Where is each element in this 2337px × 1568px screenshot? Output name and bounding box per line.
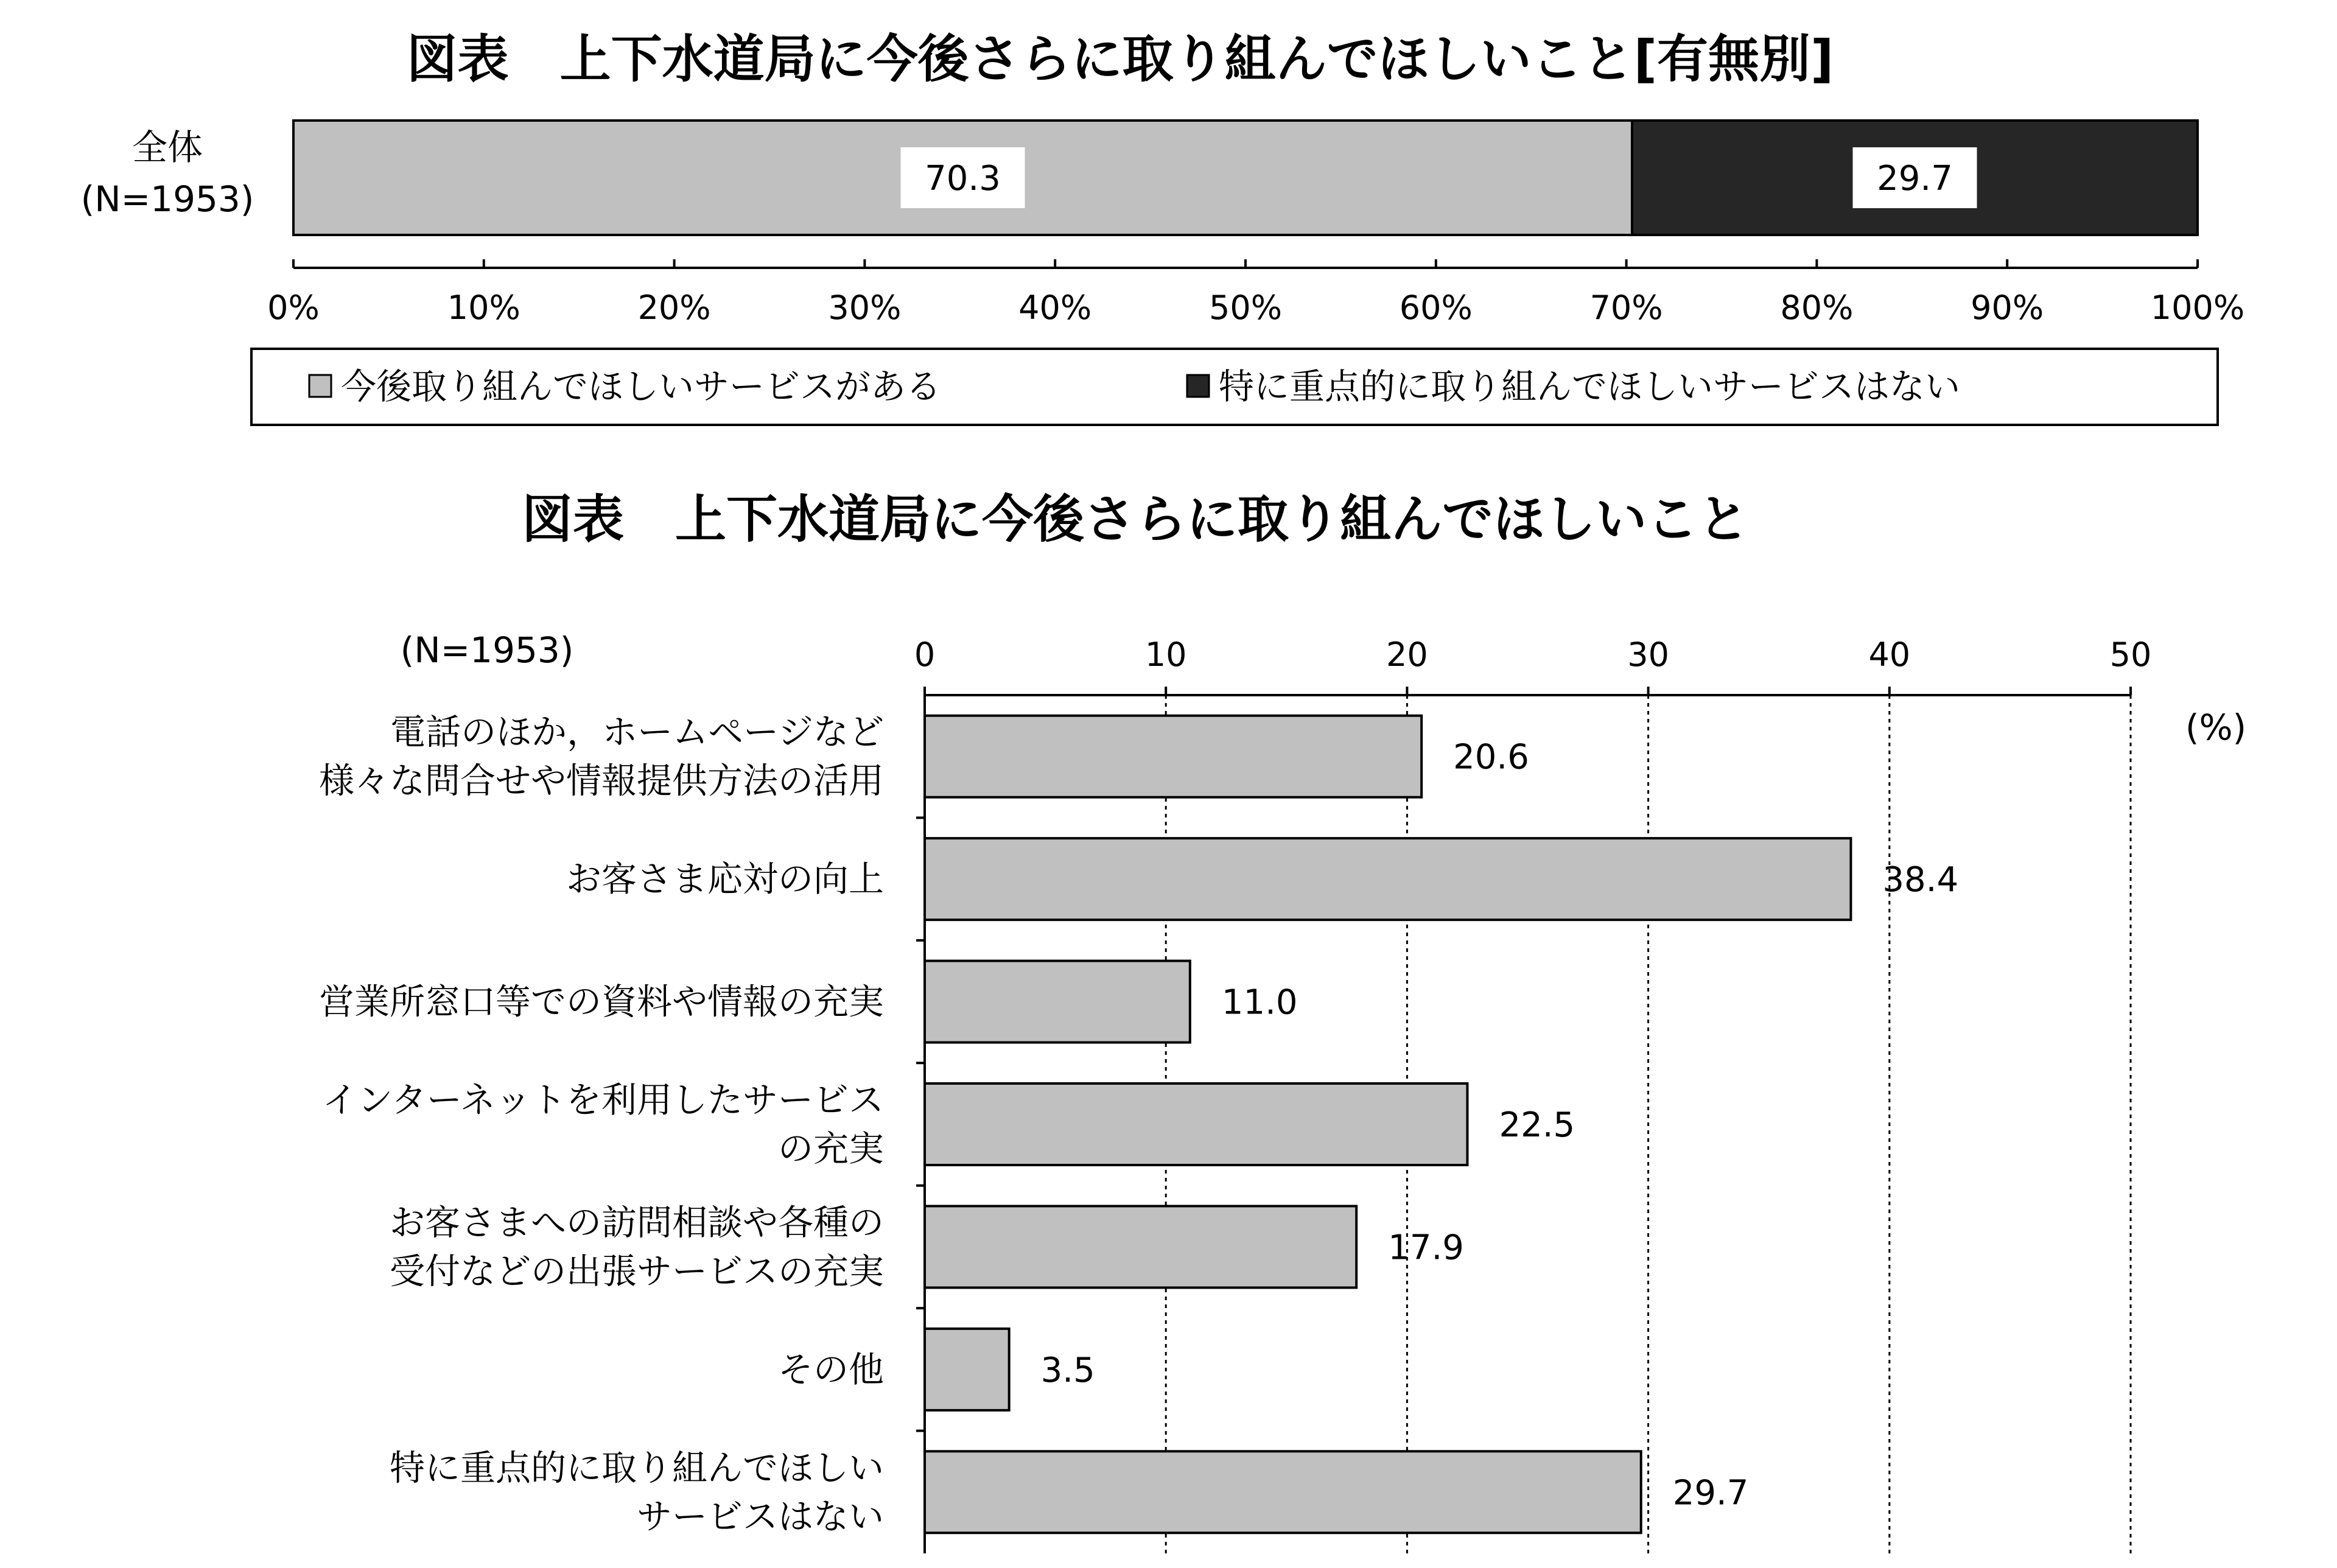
- chart1-legend-swatch-1: [309, 375, 331, 397]
- chart1-legend-label-2: 特に重点的に取り組んでほしいサービスはない: [1219, 366, 1961, 407]
- chart2-bar-7: [925, 1451, 1641, 1533]
- chart2-category-label-4-1: インターネットを利用したサービス: [322, 1079, 884, 1121]
- chart1-legend-label-1: 今後取り組んでほしいサービスがある: [341, 366, 942, 407]
- chart2-bars: [925, 716, 1958, 1533]
- chart2-category-label-2-1: お客さま応対の向上: [566, 858, 884, 900]
- chart2-data-label-7: 29.7: [1672, 1473, 1749, 1513]
- chart1-tick-label-6: 60%: [1399, 289, 1473, 327]
- chart1-tick-label-9: 90%: [1971, 289, 2044, 327]
- chart2-unit-label: (%): [2185, 707, 2247, 748]
- stacked-bar-chart: [81, 29, 2245, 425]
- chart1-tick-label-3: 30%: [828, 289, 902, 327]
- chart1-category-label-2: (N=1953): [80, 178, 254, 220]
- chart2-category-label-3-1: 営業所窓口等での資料や情報の充実: [318, 981, 884, 1023]
- chart1-tick-label-7: 70%: [1589, 289, 1663, 327]
- chart1-bars: [293, 121, 2198, 235]
- chart2-category-label-1-2: 様々な問合せや情報提供方法の活用: [318, 760, 884, 802]
- chart2-tick-label-0: 0: [914, 635, 936, 674]
- chart2-category-label-5-2: 受付などの出張サービスの充実: [389, 1250, 884, 1292]
- chart2-tick-label-1: 10: [1144, 635, 1187, 674]
- chart1-tick-label-2: 20%: [637, 289, 711, 327]
- chart1-tick-label-4: 40%: [1018, 289, 1092, 327]
- chart1-data-label-1: 70.3: [925, 159, 1001, 198]
- chart1-category-label-1: 全体: [131, 127, 203, 168]
- chart1-tick-label-5: 50%: [1208, 289, 1283, 327]
- chart2-bar-2: [925, 838, 1851, 920]
- chart1-title: 図表 上下水道局に今後さらに取り組んでほしいこと[有無別]: [406, 29, 1834, 89]
- bar-chart: [319, 489, 2246, 1553]
- chart2-bar-5: [925, 1206, 1356, 1287]
- chart1-legend: [251, 349, 2218, 425]
- chart2-tick-label-5: 50: [2109, 635, 2152, 674]
- chart2-data-label-5: 17.9: [1388, 1228, 1464, 1268]
- chart2-category-label-7-1: 特に重点的に取り組んでほしい: [389, 1447, 884, 1489]
- chart1-legend-swatch-2: [1187, 375, 1209, 397]
- chart2-bar-6: [925, 1329, 1009, 1410]
- chart2-data-label-3: 11.0: [1221, 982, 1298, 1023]
- chart2-category-label-5-1: お客さまへの訪問相談や各種の: [389, 1202, 884, 1244]
- chart2-bar-1: [925, 716, 1421, 797]
- chart2-tick-label-3: 30: [1627, 635, 1669, 674]
- chart2-sample-size: (N=1953): [400, 629, 574, 671]
- chart2-category-label-1-1: 電話のほか，ホームページなど: [390, 711, 884, 753]
- chart2-tick-label-4: 40: [1868, 635, 1911, 674]
- chart2-data-label-1: 20.6: [1453, 737, 1529, 777]
- chart2-data-label-6: 3.5: [1040, 1350, 1095, 1390]
- chart1-data-label-2: 29.7: [1877, 159, 1953, 198]
- chart2-data-label-2: 38.4: [1882, 860, 1959, 900]
- chart2-bar-4: [925, 1083, 1467, 1165]
- chart2-category-label-4-2: の充実: [777, 1128, 884, 1169]
- chart1-tick-label-0: 0%: [267, 289, 320, 327]
- chart2-tick-label-2: 20: [1386, 635, 1428, 674]
- chart1-tick-label-10: 100%: [2150, 289, 2245, 327]
- chart1-tick-label-1: 10%: [447, 289, 520, 327]
- chart2-category-label-6-1: その他: [777, 1348, 884, 1390]
- chart2-data-label-4: 22.5: [1499, 1105, 1575, 1145]
- chart1-x-axis: [267, 259, 2244, 327]
- chart2-title: 図表 上下水道局に今後さらに取り組んでほしいこと: [521, 489, 1750, 549]
- chart1-tick-label-8: 80%: [1780, 289, 1854, 327]
- chart2-category-labels: [319, 712, 884, 1538]
- chart2-bar-3: [925, 961, 1190, 1043]
- chart2-category-label-7-2: サービスはない: [636, 1496, 884, 1538]
